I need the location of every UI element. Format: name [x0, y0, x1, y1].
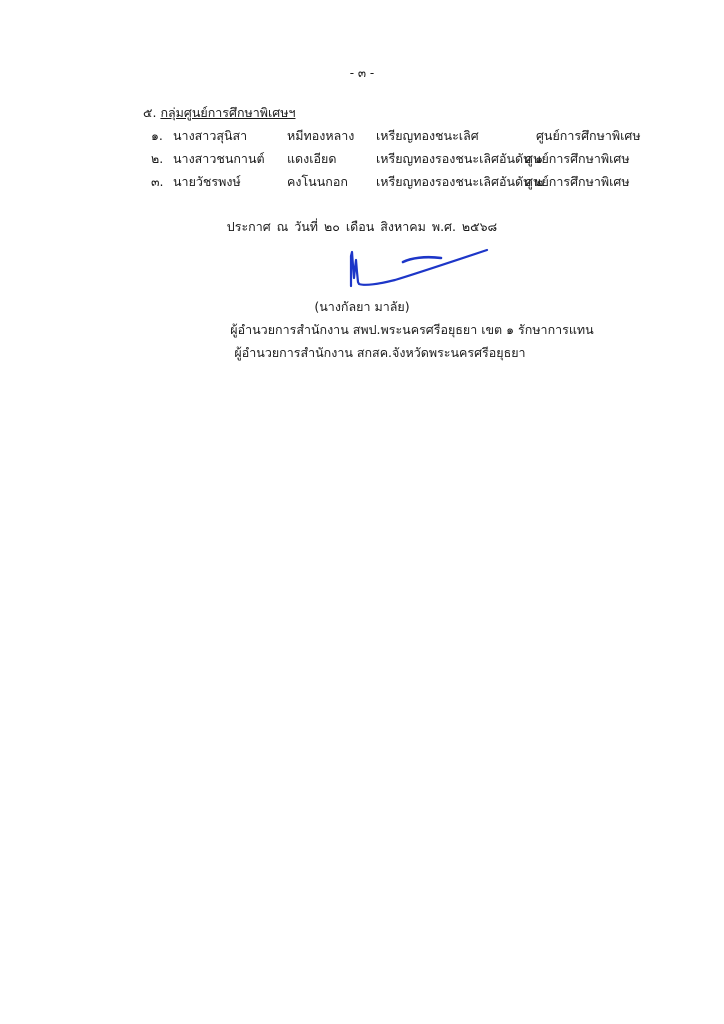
awardee-last-name: หมีทองหลาง [287, 128, 355, 143]
signer-position-line2: ผู้อำนวยการสำนักงาน สกสค.จังหวัดพระนครศรีอยุธยา [234, 345, 526, 360]
awardee-first-name: นายวัชรพงษ์ [173, 174, 241, 189]
awardee-row [0, 172, 724, 192]
awardee-group: ศูนย์การศึกษาพิเศษ [536, 128, 641, 143]
awardee-group: ศูนย์การศึกษาพิเศษ [525, 151, 630, 166]
announcement-date: ประกาศ ณ วันที่ ๒๐ เดือน สิงหาคม พ.ศ. ๒๕๖๘ [226, 219, 498, 234]
awardee-last-name: แดงเอียด [287, 151, 337, 166]
awardee-number: ๑. [151, 128, 163, 143]
awardee-group: ศูนย์การศึกษาพิเศษ [525, 174, 630, 189]
awardee-row [0, 126, 724, 146]
signer-position-line1: ผู้อำนวยการสำนักงาน สพป.พระนครศรีอยุธยา เขต ๑ รักษาการแทน [230, 322, 594, 337]
section-title: กลุ่มศูนย์การศึกษาพิเศษฯ [160, 105, 296, 120]
awardee-last-name: คงโนนกอก [287, 174, 348, 189]
awardee-first-name: นางสาวสุนิสา [173, 128, 248, 143]
awardee-first-name: นางสาวชนกานต์ [173, 151, 265, 166]
awardee-award: เหรียญทองรองชนะเลิศอันดับ ๑ [376, 151, 543, 166]
page-number: - ๓ - [349, 66, 375, 80]
awardee-award: เหรียญทองชนะเลิศ [376, 128, 479, 143]
awardee-award: เหรียญทองรองชนะเลิศอันดับ ๒ [376, 174, 544, 189]
awardee-number: ๓. [151, 174, 164, 189]
signer-name: (นางกัลยา มาลัย) [314, 299, 410, 314]
signature-image [345, 242, 495, 292]
section-heading [143, 103, 295, 123]
awardee-number: ๒. [151, 151, 164, 166]
awardee-row [0, 149, 724, 169]
section-number: ๕. [143, 105, 157, 120]
